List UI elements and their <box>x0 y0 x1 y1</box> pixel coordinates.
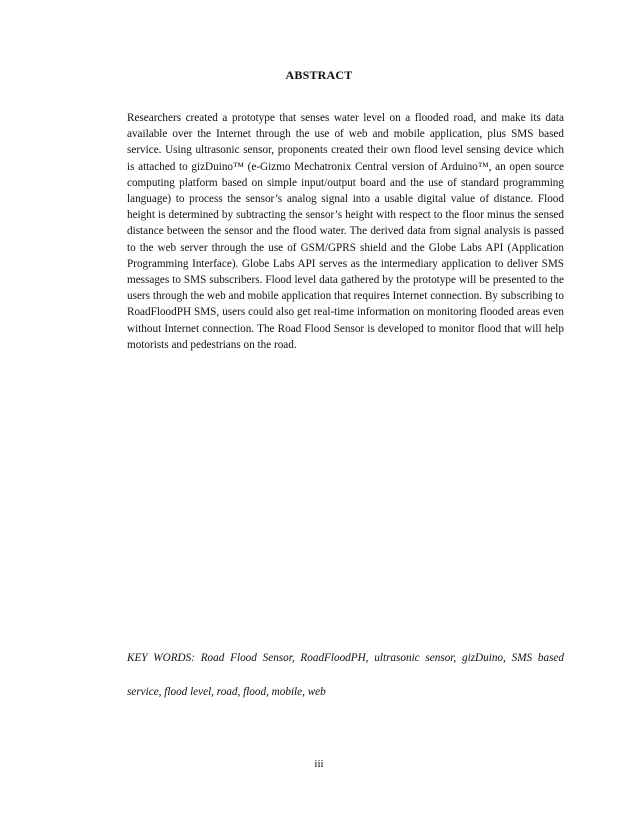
abstract-title: ABSTRACT <box>285 68 353 82</box>
abstract-paragraph: Researchers created a prototype that senses water level on a flooded road, and make its data available over the Internet through the use of web and mobile application, plus SMS based service. Using ultrasonic sensor, proponents created their own flood level sensing device which is attached to gizDuino™ (e-Gizmo Mechatronix Central version of Arduino™, an open source computing platform based on simple input/output board and the use of standard programming language) to process the sensor’s analog signal into a usable digital value of distance. Flood height is determined by subtracting the sensor’s height with respect to the floor minus the sensed distance between the sensor and the flood water. The derived data from signal analysis is passed to the web server through the use of GSM/GPRS shield and the Globe Labs API (Application Programming Interface). Globe Labs API serves as the intermediary application to deliver SMS messages to SMS subscribers. Flood level data gathered by the prototype will be presented to the users through the web and mobile application that requires Internet connection. By subscribing to RoadFloodPH SMS, users could also get real-time information on monitoring flooded areas even without Internet connection. The Road Flood Sensor is developed to monitor flood that will help motorists and pedestrians on the road. <box>127 112 564 351</box>
keywords-paragraph: KEY WORDS: Road Flood Sensor, RoadFloodPH, ultrasonic sensor, gizDuino, SMS based service, flood level, road, flood, mobile, web <box>127 652 564 698</box>
page-number: iii <box>314 758 324 770</box>
